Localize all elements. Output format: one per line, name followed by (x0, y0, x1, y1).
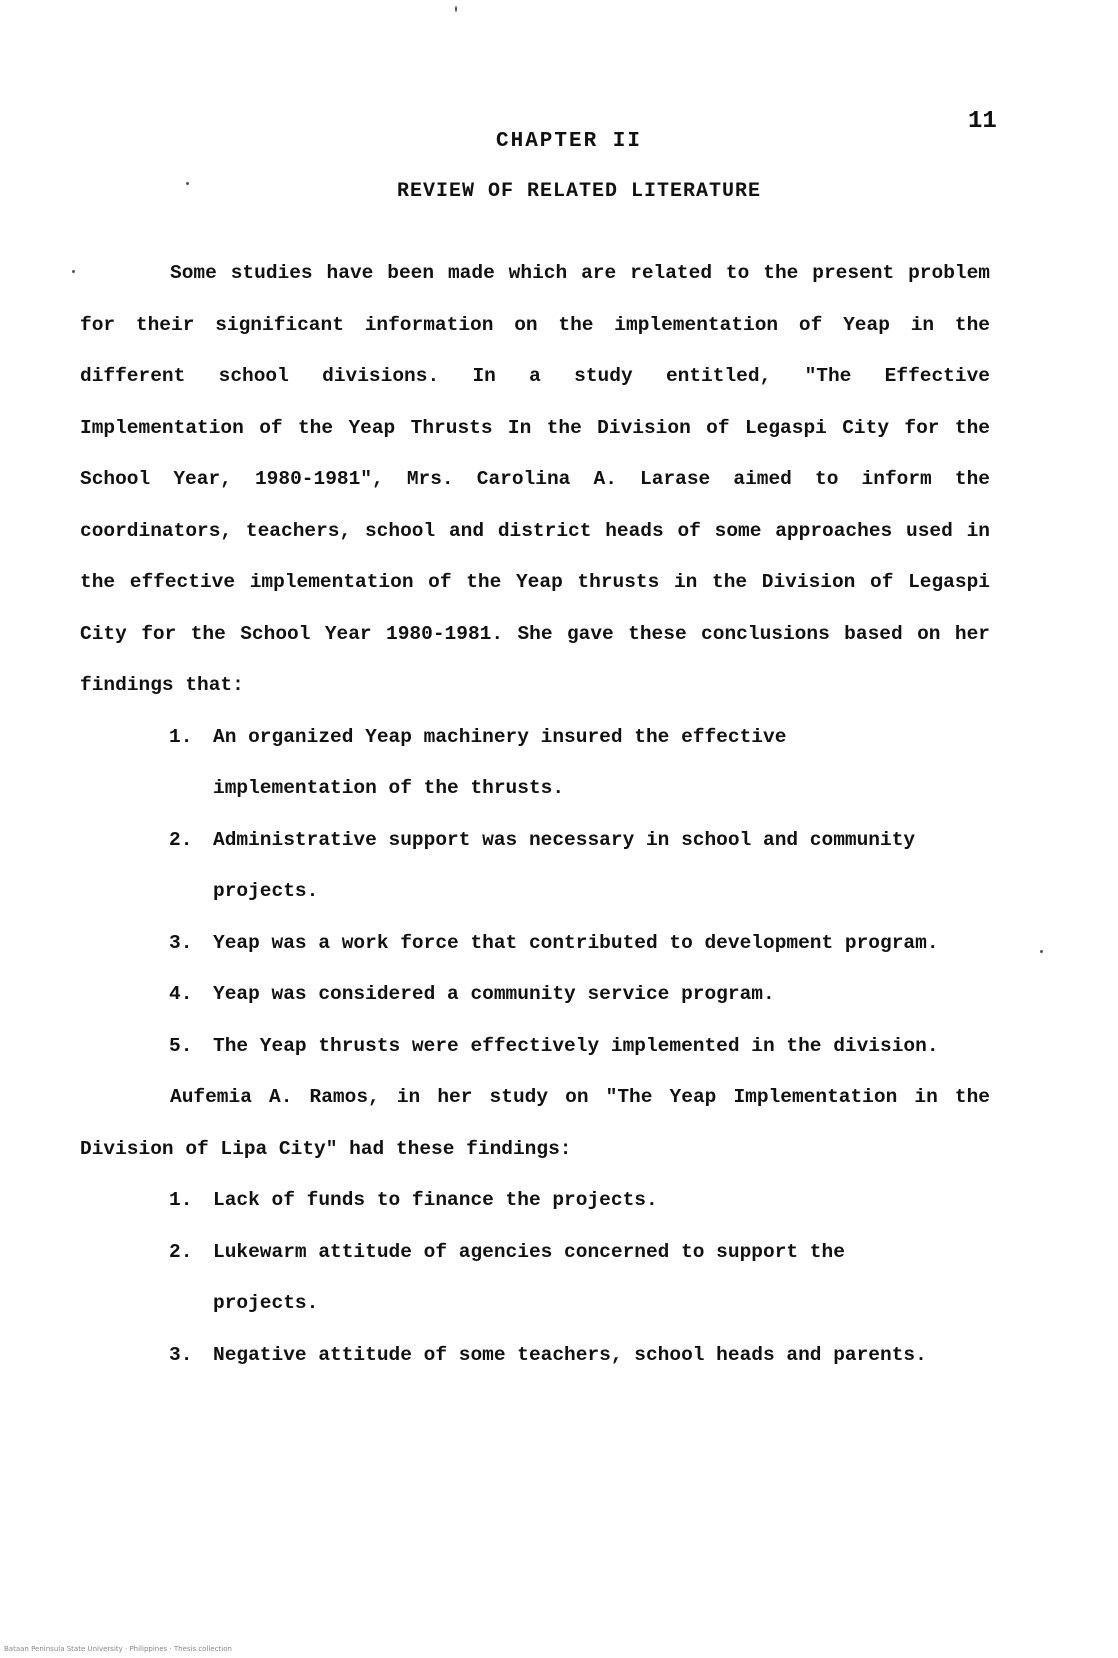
list-item (80, 1227, 990, 1330)
scan-speck (72, 270, 75, 273)
list-item-text: Administrative support was necessary in school and community projects. (213, 828, 916, 902)
paragraph-2: Aufemia A. Ramos, in her study on "The Yeap Implementation in the Division of Lipa City" had these findings: (80, 1086, 990, 1160)
findings-list-1 (80, 712, 990, 1073)
page-number: 11 (968, 108, 997, 135)
scan-speck (1040, 950, 1043, 953)
list-item-text: The Yeap thrusts were effectively implemented in the division. (213, 1034, 939, 1057)
list-item-number: 1. (169, 1189, 193, 1211)
list-item (80, 1175, 990, 1227)
list-item (80, 1021, 990, 1073)
list-item-text: Negative attitude of some teachers, school heads and parents. (213, 1343, 927, 1366)
scan-speck (186, 182, 189, 185)
list-item (80, 815, 990, 918)
paragraph-1: Some studies have been made which are related to the present problem for their significant information on the implementation of Yeap in the different school divisions. In a study entitled, "The Effective Implementation of the Yeap Thrusts In the Division of Legaspi City for the School Year, 1980-1981", Mrs. Carolina A. Larase aimed to inform the coordinators, teachers, school and district heads of some approaches used in the effective implementation of the Yeap thrusts in the Division of Legaspi City for the School Year 1980-1981. She gave these conclusions based on her findings that: (80, 262, 990, 696)
list-item-number: 1. (169, 725, 193, 748)
list-item-number: 5. (169, 1034, 193, 1057)
list-item-number: 3. (169, 931, 193, 954)
list-item-text: An organized Yeap machinery insured the effective implementation of the thrusts. (213, 725, 787, 799)
list-item (80, 918, 990, 970)
list-item-number: 2. (169, 828, 193, 851)
list-item (80, 969, 990, 1021)
chapter-heading: CHAPTER II (495, 130, 643, 153)
scan-speck (455, 6, 457, 12)
findings-list-2 (80, 1175, 990, 1381)
list-item-text: Lack of funds to finance the projects. (213, 1189, 658, 1211)
list-item-number: 4. (169, 983, 193, 1005)
list-item-number: 3. (169, 1343, 193, 1366)
section-title: REVIEW OF RELATED LITERATURE (396, 180, 762, 203)
list-item-number: 2. (169, 1240, 193, 1263)
list-item (80, 1330, 990, 1382)
list-item-text: Lukewarm attitude of agencies concerned to support the projects. (213, 1240, 845, 1314)
list-item-text: Yeap was considered a community service program. (213, 983, 775, 1005)
scan-footer-note: Bataan Peninsula State University · Philippines · Thesis collection (4, 1645, 232, 1653)
list-item-text: Yeap was a work force that contributed to development program. (213, 931, 939, 954)
list-item (80, 712, 990, 815)
body-text (80, 248, 990, 1381)
